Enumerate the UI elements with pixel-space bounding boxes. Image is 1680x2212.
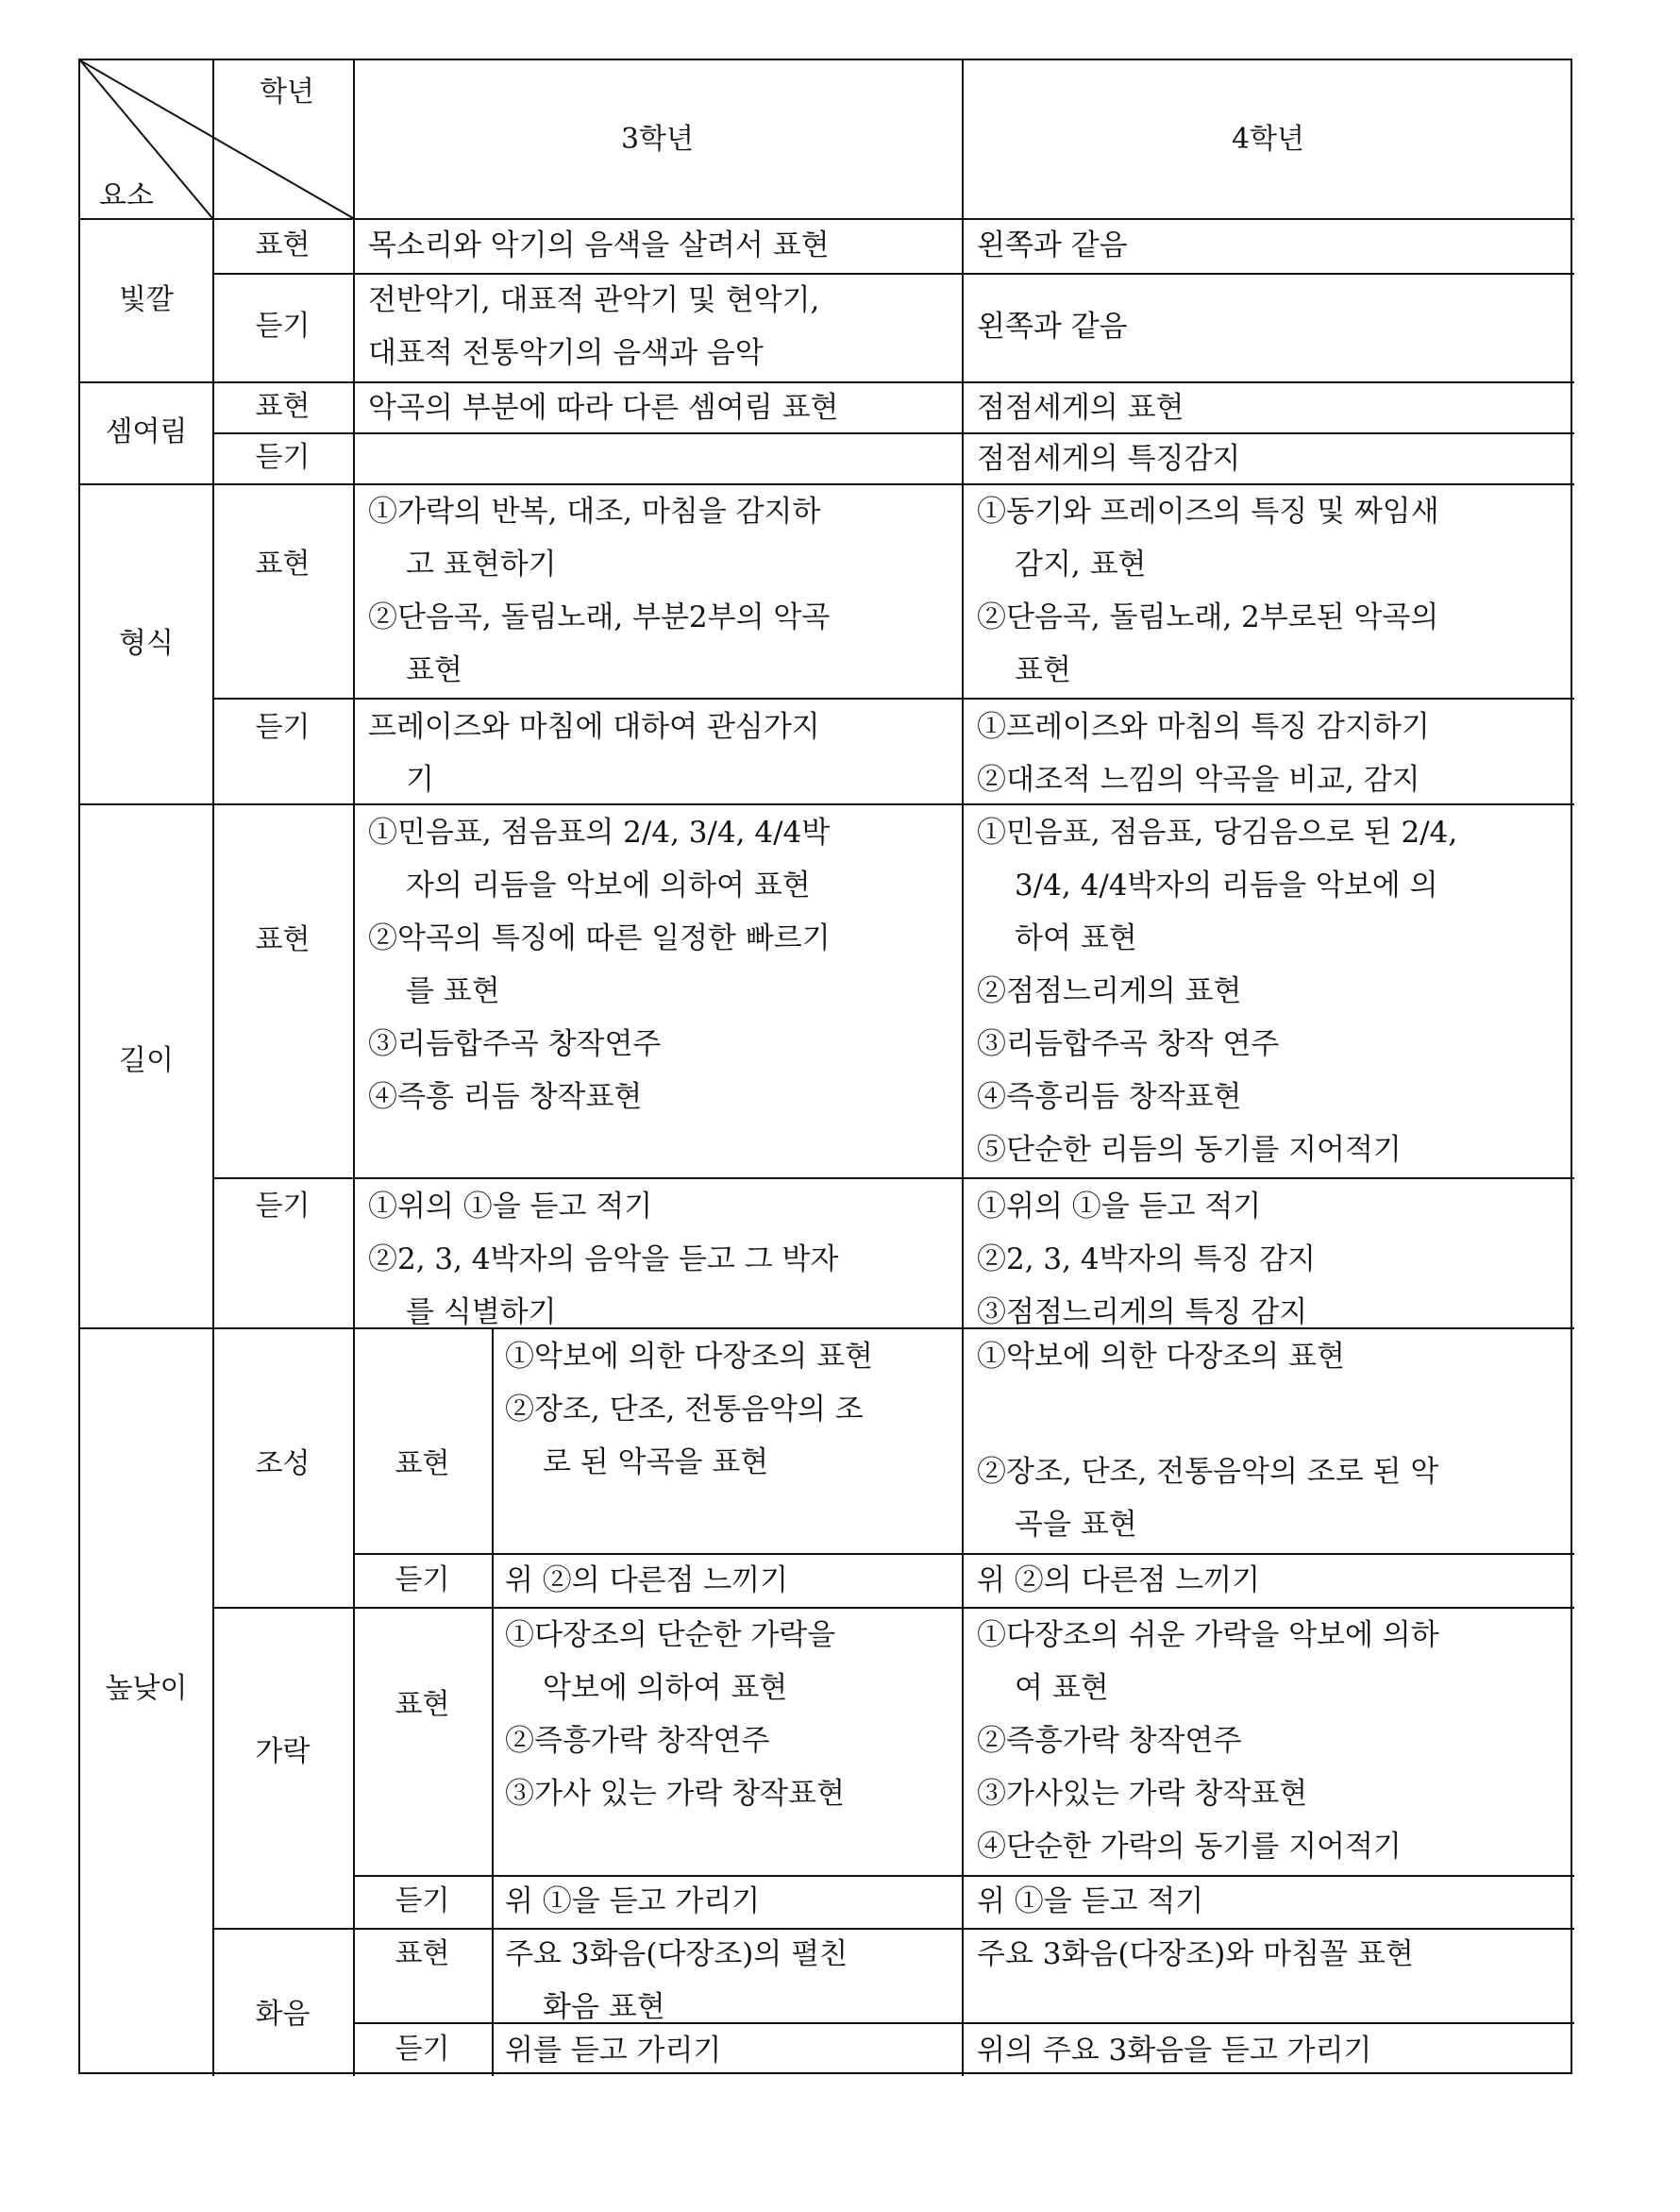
cell-line: ④즉흥 리듬 창작표현 <box>368 1080 643 1114</box>
joseong-expr-label: 표현 <box>395 1447 450 1480</box>
cell-line: ②즉흥가락 창작연주 <box>505 1724 770 1758</box>
bitkkal-listen-label: 듣기 <box>255 310 311 343</box>
joseong-listen-label: 듣기 <box>395 1563 450 1596</box>
cell-line: 감지, 표현 <box>1015 548 1147 582</box>
header-grade-label: 학년 <box>260 76 314 109</box>
cell-line: 점점세게의 표현 <box>977 391 1184 425</box>
cell-line: ②악곡의 특징에 따른 일정한 빠르기 <box>368 921 831 955</box>
cell-line: ①프레이즈와 마침의 특징 감지하기 <box>977 710 1430 744</box>
cell-line: 자의 리듬을 악보에 의하여 표현 <box>406 869 811 903</box>
cell-line: ③가사있는 가락 창작표현 <box>977 1777 1308 1811</box>
cell-line: ③리듬합주곡 창작 연주 <box>977 1027 1280 1061</box>
cell-line: ①민음표, 점음표, 당김음으로 된 2/4, <box>977 816 1458 850</box>
cell-line: ①위의 ①을 듣고 적기 <box>368 1190 653 1224</box>
grid-line <box>492 1327 494 2076</box>
cell-line: ⑤단순한 리듬의 동기를 지어적기 <box>977 1133 1402 1167</box>
cell-line: ②점점느리게의 표현 <box>977 974 1242 1008</box>
giri-listen-label: 듣기 <box>255 1190 311 1223</box>
hyeongsik-listen-g4 <box>977 701 1430 806</box>
cell-line: ①민음표, 점음표의 2/4, 3/4, 4/4박 <box>368 816 831 850</box>
garak-listen-g3: 위 ①을 듣고 가리기 <box>505 1884 761 1918</box>
hwaeum-expr-g4 <box>977 1928 1414 1981</box>
cell-line: ①악보에 의한 다장조의 표현 <box>505 1340 873 1374</box>
bitkkal-listen-g3 <box>368 274 819 380</box>
bitkkal-listen-g4 <box>977 300 1128 353</box>
cell-line: ①다장조의 단순한 가락을 <box>505 1618 836 1652</box>
hyeongsik-expr-g3 <box>368 485 830 697</box>
cell-line: ②2, 3, 4박자의 특징 감지 <box>977 1242 1316 1276</box>
cell-line: 주요 3화음(다장조)와 마침꼴 표현 <box>977 1937 1414 1971</box>
cell-line: 하여 표현 <box>1015 921 1137 955</box>
cell-line: 로 된 악곡을 표현 <box>543 1445 769 1479</box>
cell-line: ②장조, 단조, 전통음악의 조로 된 악 <box>977 1455 1439 1489</box>
element-bitkkal: 빛깔 <box>119 283 174 316</box>
cell-line: 표현 <box>406 653 462 687</box>
cell-line: ③가사 있는 가락 창작표현 <box>505 1777 846 1811</box>
giri-expr-label: 표현 <box>255 923 311 956</box>
grid-line <box>212 698 1574 700</box>
joseong-expr-g4-b <box>977 1445 1438 1551</box>
cell-line: 왼쪽과 같음 <box>977 228 1128 262</box>
joseong-label: 조성 <box>255 1447 311 1480</box>
cell-line: ①동기와 프레이즈의 특징 및 짜임새 <box>977 495 1439 529</box>
semyeorim-listen-g4 <box>977 432 1240 485</box>
cell-line: ④단순한 가락의 동기를 지어적기 <box>977 1830 1402 1864</box>
garak-label: 가락 <box>255 1735 311 1768</box>
cell-line: ②단음곡, 돌림노래, 부분2부의 악곡 <box>368 600 831 634</box>
cell-line: 3/4, 4/4박자의 리듬을 악보에 의 <box>1015 869 1438 903</box>
semyeorim-listen-label: 듣기 <box>255 441 311 474</box>
curriculum-table <box>78 59 1572 2074</box>
hwaeum-listen-label: 듣기 <box>395 2033 450 2066</box>
cell-line: 목소리와 악기의 음색을 살려서 표현 <box>368 228 830 262</box>
semyeorim-expr-label: 표현 <box>255 390 311 423</box>
grid-line <box>212 60 214 2076</box>
cell-line: ①가락의 반복, 대조, 마침을 감지하 <box>368 495 821 529</box>
cell-line: 악보에 의하여 표현 <box>543 1671 788 1705</box>
hwaeum-listen-g3: 위를 듣고 가리기 <box>505 2034 722 2068</box>
element-hyeongsik: 형식 <box>119 627 174 660</box>
cell-line: ③리듬합주곡 창작연주 <box>368 1027 662 1061</box>
cell-line: 를 표현 <box>406 974 500 1008</box>
element-nopnatgi: 높낮이 <box>105 1672 188 1705</box>
cell-line: ①다장조의 쉬운 가락을 악보에 의하 <box>977 1618 1439 1652</box>
garak-listen-g4: 위 ①을 듣고 적기 <box>977 1884 1204 1918</box>
header-grade3: 3학년 <box>620 123 695 156</box>
joseong-expr-g3 <box>505 1330 873 1489</box>
cell-line: 전반악기, 대표적 관악기 및 현악기, <box>368 283 820 317</box>
hwaeum-label: 화음 <box>255 1998 311 2031</box>
cell-line: ②장조, 단조, 전통음악의 조 <box>505 1393 864 1427</box>
bitkkal-expr-label: 표현 <box>255 228 311 262</box>
cell-line: 왼쪽과 같음 <box>977 310 1128 344</box>
hyeongsik-listen-g3 <box>368 701 820 806</box>
cell-line: ②2, 3, 4박자의 음악을 듣고 그 박자 <box>368 1242 839 1276</box>
joseong-listen-g4: 위 ②의 다른점 느끼기 <box>977 1563 1261 1597</box>
joseong-expr-g4-a: ①악보에 의한 다장조의 표현 <box>977 1340 1345 1374</box>
giri-expr-g3 <box>368 806 831 1123</box>
header-grade4: 4학년 <box>1231 123 1305 156</box>
cell-line: ②대조적 느낌의 악곡을 비교, 감지 <box>977 763 1420 797</box>
giri-expr-g4 <box>977 806 1457 1176</box>
cell-line: ①위의 ①을 듣고 적기 <box>977 1190 1262 1224</box>
hyeongsik-expr-label: 표현 <box>255 548 311 581</box>
element-giri: 길이 <box>119 1044 174 1077</box>
bitkkal-expr-g3 <box>368 219 830 272</box>
semyeorim-expr-g4 <box>977 381 1184 434</box>
cell-line: 를 식별하기 <box>406 1295 557 1329</box>
garak-listen-label: 듣기 <box>395 1884 450 1917</box>
giri-listen-g3 <box>368 1180 838 1339</box>
hwaeum-expr-label: 표현 <box>395 1937 450 1970</box>
cell-line: 프레이즈와 마침에 대하여 관심가지 <box>368 710 820 744</box>
semyeorim-expr-g3 <box>368 381 838 434</box>
garak-expr-g4 <box>977 1609 1439 1873</box>
grid-line <box>212 1177 1574 1179</box>
cell-line: 화음 표현 <box>543 1990 665 2024</box>
garak-expr-g3 <box>505 1609 845 1820</box>
cell-line: 여 표현 <box>1015 1671 1109 1705</box>
hwaeum-listen-g4: 위의 주요 3화음을 듣고 가리기 <box>977 2034 1372 2068</box>
cell-line: ②즉흥가락 창작연주 <box>977 1724 1242 1758</box>
header-element-label: 요소 <box>99 179 154 212</box>
cell-line: ③점점느리게의 특징 감지 <box>977 1295 1308 1329</box>
bitkkal-expr-g4 <box>977 219 1128 272</box>
cell-line: 주요 3화음(다장조)의 펼친 <box>505 1937 848 1971</box>
hwaeum-expr-g3 <box>505 1928 848 2034</box>
cell-line: 악곡의 부분에 따라 다른 셈여림 표현 <box>368 391 839 425</box>
joseong-listen-g3: 위 ②의 다른점 느끼기 <box>505 1563 789 1597</box>
cell-line: ②단음곡, 돌림노래, 2부로된 악곡의 <box>977 600 1439 634</box>
cell-line: 표현 <box>1015 653 1071 687</box>
hyeongsik-expr-g4 <box>977 485 1439 697</box>
giri-listen-g4 <box>977 1180 1316 1339</box>
grid-line <box>353 60 355 1327</box>
hyeongsik-listen-label: 듣기 <box>255 711 311 744</box>
cell-line: 점점세게의 특징감지 <box>977 442 1241 476</box>
garak-expr-label: 표현 <box>395 1688 450 1721</box>
cell-line: 대표적 전통악기의 음색과 음악 <box>368 336 764 370</box>
cell-line: 기 <box>406 763 434 797</box>
cell-line: 고 표현하기 <box>406 548 557 582</box>
cell-line: ④즉흥리듬 창작표현 <box>977 1080 1242 1114</box>
cell-line: 곡을 표현 <box>1015 1508 1137 1542</box>
element-semyeorim: 셈여림 <box>105 415 188 448</box>
grid-line <box>962 60 964 2076</box>
